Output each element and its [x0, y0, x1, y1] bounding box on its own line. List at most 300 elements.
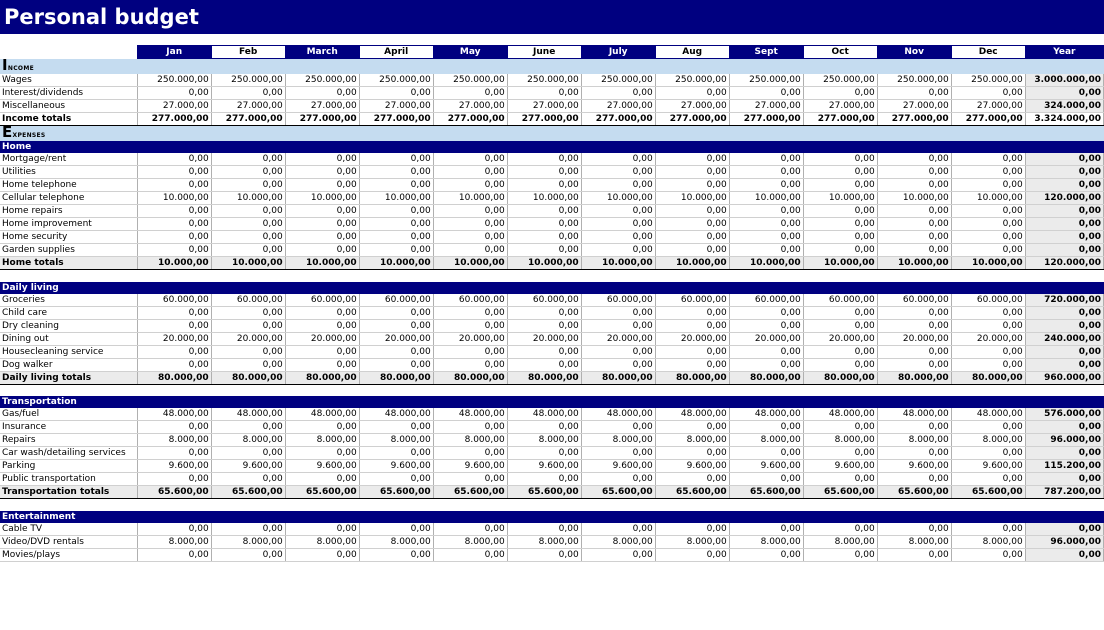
cell-jan[interactable]: 80.000,00: [137, 371, 211, 384]
cell-march[interactable]: 0,00: [285, 306, 359, 319]
cell-nov[interactable]: 80.000,00: [877, 371, 951, 384]
cell-sept[interactable]: 0,00: [729, 218, 803, 231]
cell-nov[interactable]: 0,00: [877, 473, 951, 486]
cell-aug[interactable]: 0,00: [655, 205, 729, 218]
row-label[interactable]: Insurance: [0, 421, 137, 434]
cell-aug[interactable]: 0,00: [655, 166, 729, 179]
cell-jan[interactable]: 0,00: [137, 205, 211, 218]
cell-year[interactable]: 0,00: [1025, 205, 1103, 218]
cell-feb[interactable]: 10.000,00: [211, 192, 285, 205]
row-label[interactable]: Child care: [0, 306, 137, 319]
cell-sept[interactable]: 0,00: [729, 523, 803, 536]
cell-april[interactable]: 60.000,00: [359, 294, 433, 307]
cell-aug[interactable]: 27.000,00: [655, 100, 729, 113]
cell-nov[interactable]: 0,00: [877, 153, 951, 166]
cell-feb[interactable]: 27.000,00: [211, 100, 285, 113]
cell-march[interactable]: 0,00: [285, 447, 359, 460]
cell-year[interactable]: 3.000.000,00: [1025, 74, 1103, 87]
cell-may[interactable]: 65.600,00: [433, 486, 507, 499]
row-label[interactable]: Dog walker: [0, 358, 137, 371]
row-label[interactable]: Groceries: [0, 294, 137, 307]
cell-jan[interactable]: 0,00: [137, 421, 211, 434]
cell-may[interactable]: 20.000,00: [433, 332, 507, 345]
cell-may[interactable]: 277.000,00: [433, 113, 507, 126]
cell-march[interactable]: 10.000,00: [285, 257, 359, 270]
cell-april[interactable]: 0,00: [359, 153, 433, 166]
cell-oct[interactable]: 0,00: [803, 179, 877, 192]
cell-may[interactable]: 0,00: [433, 244, 507, 257]
cell-march[interactable]: 60.000,00: [285, 294, 359, 307]
cell-nov[interactable]: 0,00: [877, 421, 951, 434]
row-label[interactable]: Miscellaneous: [0, 100, 137, 113]
cell-april[interactable]: 0,00: [359, 358, 433, 371]
cell-dec[interactable]: 8.000,00: [951, 535, 1025, 548]
cell-dec[interactable]: 0,00: [951, 231, 1025, 244]
cell-march[interactable]: 8.000,00: [285, 434, 359, 447]
cell-nov[interactable]: 10.000,00: [877, 192, 951, 205]
cell-march[interactable]: 0,00: [285, 153, 359, 166]
cell-april[interactable]: 250.000,00: [359, 74, 433, 87]
cell-year[interactable]: 0,00: [1025, 345, 1103, 358]
cell-aug[interactable]: 65.600,00: [655, 486, 729, 499]
cell-may[interactable]: 0,00: [433, 447, 507, 460]
cell-april[interactable]: 0,00: [359, 319, 433, 332]
cell-june[interactable]: 0,00: [507, 319, 581, 332]
cell-april[interactable]: 0,00: [359, 244, 433, 257]
row-label[interactable]: Daily living totals: [0, 371, 137, 384]
cell-july[interactable]: 0,00: [581, 421, 655, 434]
cell-feb[interactable]: 0,00: [211, 244, 285, 257]
cell-oct[interactable]: 60.000,00: [803, 294, 877, 307]
cell-july[interactable]: 0,00: [581, 87, 655, 100]
cell-april[interactable]: 0,00: [359, 345, 433, 358]
cell-june[interactable]: 0,00: [507, 548, 581, 561]
cell-may[interactable]: 0,00: [433, 153, 507, 166]
cell-april[interactable]: 0,00: [359, 306, 433, 319]
cell-june[interactable]: 20.000,00: [507, 332, 581, 345]
cell-march[interactable]: 0,00: [285, 87, 359, 100]
cell-jan[interactable]: 250.000,00: [137, 74, 211, 87]
row-label[interactable]: Parking: [0, 460, 137, 473]
cell-may[interactable]: 0,00: [433, 205, 507, 218]
cell-may[interactable]: 8.000,00: [433, 535, 507, 548]
cell-july[interactable]: 8.000,00: [581, 434, 655, 447]
cell-april[interactable]: 0,00: [359, 548, 433, 561]
cell-year[interactable]: 0,00: [1025, 244, 1103, 257]
row-label[interactable]: Transportation totals: [0, 486, 137, 499]
cell-jan[interactable]: 10.000,00: [137, 257, 211, 270]
cell-year[interactable]: 96.000,00: [1025, 434, 1103, 447]
cell-dec[interactable]: 0,00: [951, 179, 1025, 192]
cell-nov[interactable]: 0,00: [877, 358, 951, 371]
cell-oct[interactable]: 0,00: [803, 218, 877, 231]
cell-nov[interactable]: 0,00: [877, 179, 951, 192]
cell-sept[interactable]: 0,00: [729, 244, 803, 257]
row-label[interactable]: Movies/plays: [0, 548, 137, 561]
cell-oct[interactable]: 0,00: [803, 205, 877, 218]
cell-aug[interactable]: 0,00: [655, 179, 729, 192]
cell-july[interactable]: 0,00: [581, 358, 655, 371]
cell-year[interactable]: 0,00: [1025, 548, 1103, 561]
cell-july[interactable]: 250.000,00: [581, 74, 655, 87]
cell-dec[interactable]: 9.600,00: [951, 460, 1025, 473]
cell-sept[interactable]: 27.000,00: [729, 100, 803, 113]
row-label[interactable]: Housecleaning service: [0, 345, 137, 358]
cell-july[interactable]: 80.000,00: [581, 371, 655, 384]
cell-sept[interactable]: 0,00: [729, 319, 803, 332]
cell-june[interactable]: 27.000,00: [507, 100, 581, 113]
cell-may[interactable]: 10.000,00: [433, 192, 507, 205]
cell-nov[interactable]: 65.600,00: [877, 486, 951, 499]
cell-june[interactable]: 277.000,00: [507, 113, 581, 126]
cell-june[interactable]: 60.000,00: [507, 294, 581, 307]
cell-dec[interactable]: 0,00: [951, 166, 1025, 179]
cell-nov[interactable]: 0,00: [877, 447, 951, 460]
cell-march[interactable]: 0,00: [285, 358, 359, 371]
cell-sept[interactable]: 0,00: [729, 205, 803, 218]
cell-oct[interactable]: 0,00: [803, 523, 877, 536]
cell-jan[interactable]: 20.000,00: [137, 332, 211, 345]
cell-dec[interactable]: 277.000,00: [951, 113, 1025, 126]
cell-dec[interactable]: 0,00: [951, 153, 1025, 166]
cell-oct[interactable]: 65.600,00: [803, 486, 877, 499]
cell-dec[interactable]: 27.000,00: [951, 100, 1025, 113]
cell-feb[interactable]: 0,00: [211, 306, 285, 319]
cell-sept[interactable]: 250.000,00: [729, 74, 803, 87]
cell-year[interactable]: 0,00: [1025, 87, 1103, 100]
cell-jan[interactable]: 0,00: [137, 218, 211, 231]
cell-aug[interactable]: 250.000,00: [655, 74, 729, 87]
cell-jan[interactable]: 0,00: [137, 523, 211, 536]
cell-sept[interactable]: 48.000,00: [729, 408, 803, 421]
cell-march[interactable]: 250.000,00: [285, 74, 359, 87]
cell-april[interactable]: 10.000,00: [359, 192, 433, 205]
cell-april[interactable]: 0,00: [359, 421, 433, 434]
cell-dec[interactable]: 0,00: [951, 306, 1025, 319]
cell-year[interactable]: 0,00: [1025, 319, 1103, 332]
cell-nov[interactable]: 0,00: [877, 244, 951, 257]
cell-sept[interactable]: 0,00: [729, 153, 803, 166]
cell-july[interactable]: 65.600,00: [581, 486, 655, 499]
cell-nov[interactable]: 277.000,00: [877, 113, 951, 126]
cell-april[interactable]: 0,00: [359, 523, 433, 536]
cell-aug[interactable]: 10.000,00: [655, 257, 729, 270]
row-label[interactable]: Cellular telephone: [0, 192, 137, 205]
cell-dec[interactable]: 80.000,00: [951, 371, 1025, 384]
cell-july[interactable]: 0,00: [581, 179, 655, 192]
cell-june[interactable]: 0,00: [507, 87, 581, 100]
cell-aug[interactable]: 60.000,00: [655, 294, 729, 307]
cell-nov[interactable]: 20.000,00: [877, 332, 951, 345]
cell-year[interactable]: 720.000,00: [1025, 294, 1103, 307]
row-label[interactable]: Mortgage/rent: [0, 153, 137, 166]
cell-april[interactable]: 48.000,00: [359, 408, 433, 421]
cell-year[interactable]: 0,00: [1025, 421, 1103, 434]
cell-oct[interactable]: 0,00: [803, 345, 877, 358]
cell-july[interactable]: 60.000,00: [581, 294, 655, 307]
cell-july[interactable]: 0,00: [581, 218, 655, 231]
row-label[interactable]: Dry cleaning: [0, 319, 137, 332]
row-label[interactable]: Car wash/detailing services: [0, 447, 137, 460]
cell-jan[interactable]: 0,00: [137, 473, 211, 486]
cell-feb[interactable]: 250.000,00: [211, 74, 285, 87]
cell-year[interactable]: 576.000,00: [1025, 408, 1103, 421]
cell-sept[interactable]: 0,00: [729, 179, 803, 192]
cell-oct[interactable]: 80.000,00: [803, 371, 877, 384]
month-header-april[interactable]: April: [359, 46, 433, 59]
cell-oct[interactable]: 0,00: [803, 447, 877, 460]
cell-march[interactable]: 0,00: [285, 231, 359, 244]
cell-feb[interactable]: 0,00: [211, 231, 285, 244]
cell-aug[interactable]: 0,00: [655, 218, 729, 231]
cell-dec[interactable]: 0,00: [951, 548, 1025, 561]
cell-july[interactable]: 0,00: [581, 473, 655, 486]
cell-june[interactable]: 10.000,00: [507, 192, 581, 205]
cell-march[interactable]: 0,00: [285, 345, 359, 358]
cell-june[interactable]: 8.000,00: [507, 434, 581, 447]
row-label[interactable]: Gas/fuel: [0, 408, 137, 421]
cell-jan[interactable]: 8.000,00: [137, 535, 211, 548]
cell-nov[interactable]: 0,00: [877, 319, 951, 332]
cell-feb[interactable]: 10.000,00: [211, 257, 285, 270]
cell-sept[interactable]: 0,00: [729, 87, 803, 100]
month-header-sept[interactable]: Sept: [729, 46, 803, 59]
row-label[interactable]: Wages: [0, 74, 137, 87]
cell-sept[interactable]: 0,00: [729, 421, 803, 434]
cell-feb[interactable]: 0,00: [211, 153, 285, 166]
cell-sept[interactable]: 0,00: [729, 473, 803, 486]
cell-march[interactable]: 27.000,00: [285, 100, 359, 113]
cell-jan[interactable]: 0,00: [137, 319, 211, 332]
cell-year[interactable]: 240.000,00: [1025, 332, 1103, 345]
cell-may[interactable]: 0,00: [433, 523, 507, 536]
cell-aug[interactable]: 0,00: [655, 319, 729, 332]
cell-aug[interactable]: 0,00: [655, 153, 729, 166]
cell-may[interactable]: 0,00: [433, 319, 507, 332]
cell-year[interactable]: 0,00: [1025, 306, 1103, 319]
cell-july[interactable]: 0,00: [581, 447, 655, 460]
cell-dec[interactable]: 250.000,00: [951, 74, 1025, 87]
cell-jan[interactable]: 10.000,00: [137, 192, 211, 205]
month-header-dec[interactable]: Dec: [951, 46, 1025, 59]
row-label[interactable]: Income totals: [0, 113, 137, 126]
cell-jan[interactable]: 0,00: [137, 306, 211, 319]
cell-sept[interactable]: 8.000,00: [729, 535, 803, 548]
cell-jan[interactable]: 48.000,00: [137, 408, 211, 421]
cell-april[interactable]: 8.000,00: [359, 434, 433, 447]
cell-aug[interactable]: 80.000,00: [655, 371, 729, 384]
row-label[interactable]: Repairs: [0, 434, 137, 447]
row-label[interactable]: Video/DVD rentals: [0, 535, 137, 548]
month-header-aug[interactable]: Aug: [655, 46, 729, 59]
cell-aug[interactable]: 0,00: [655, 358, 729, 371]
cell-year[interactable]: 96.000,00: [1025, 535, 1103, 548]
cell-feb[interactable]: 60.000,00: [211, 294, 285, 307]
cell-feb[interactable]: 65.600,00: [211, 486, 285, 499]
cell-feb[interactable]: 0,00: [211, 87, 285, 100]
month-header-june[interactable]: June: [507, 46, 581, 59]
cell-nov[interactable]: 0,00: [877, 231, 951, 244]
cell-dec[interactable]: 8.000,00: [951, 434, 1025, 447]
cell-oct[interactable]: 0,00: [803, 153, 877, 166]
cell-sept[interactable]: 277.000,00: [729, 113, 803, 126]
cell-year[interactable]: 0,00: [1025, 231, 1103, 244]
cell-feb[interactable]: 0,00: [211, 319, 285, 332]
month-header-july[interactable]: July: [581, 46, 655, 59]
month-header-oct[interactable]: Oct: [803, 46, 877, 59]
cell-dec[interactable]: 0,00: [951, 319, 1025, 332]
cell-oct[interactable]: 27.000,00: [803, 100, 877, 113]
row-label[interactable]: Dining out: [0, 332, 137, 345]
cell-jan[interactable]: 0,00: [137, 447, 211, 460]
cell-aug[interactable]: 0,00: [655, 523, 729, 536]
cell-march[interactable]: 0,00: [285, 319, 359, 332]
cell-june[interactable]: 0,00: [507, 523, 581, 536]
cell-aug[interactable]: 10.000,00: [655, 192, 729, 205]
cell-may[interactable]: 10.000,00: [433, 257, 507, 270]
cell-dec[interactable]: 0,00: [951, 447, 1025, 460]
cell-dec[interactable]: 0,00: [951, 87, 1025, 100]
cell-may[interactable]: 0,00: [433, 473, 507, 486]
cell-year[interactable]: 0,00: [1025, 473, 1103, 486]
cell-july[interactable]: 0,00: [581, 523, 655, 536]
cell-nov[interactable]: 250.000,00: [877, 74, 951, 87]
cell-feb[interactable]: 9.600,00: [211, 460, 285, 473]
cell-may[interactable]: 0,00: [433, 345, 507, 358]
cell-nov[interactable]: 9.600,00: [877, 460, 951, 473]
cell-march[interactable]: 277.000,00: [285, 113, 359, 126]
cell-july[interactable]: 0,00: [581, 231, 655, 244]
cell-jan[interactable]: 0,00: [137, 87, 211, 100]
cell-march[interactable]: 0,00: [285, 218, 359, 231]
cell-june[interactable]: 0,00: [507, 421, 581, 434]
cell-july[interactable]: 10.000,00: [581, 257, 655, 270]
cell-jan[interactable]: 0,00: [137, 231, 211, 244]
cell-may[interactable]: 60.000,00: [433, 294, 507, 307]
row-label[interactable]: Home security: [0, 231, 137, 244]
cell-april[interactable]: 9.600,00: [359, 460, 433, 473]
cell-feb[interactable]: 0,00: [211, 179, 285, 192]
cell-july[interactable]: 0,00: [581, 244, 655, 257]
cell-dec[interactable]: 10.000,00: [951, 192, 1025, 205]
cell-feb[interactable]: 0,00: [211, 345, 285, 358]
cell-april[interactable]: 65.600,00: [359, 486, 433, 499]
cell-dec[interactable]: 65.600,00: [951, 486, 1025, 499]
cell-march[interactable]: 20.000,00: [285, 332, 359, 345]
cell-aug[interactable]: 0,00: [655, 244, 729, 257]
cell-july[interactable]: 0,00: [581, 306, 655, 319]
cell-march[interactable]: 65.600,00: [285, 486, 359, 499]
cell-july[interactable]: 0,00: [581, 166, 655, 179]
cell-may[interactable]: 0,00: [433, 548, 507, 561]
cell-oct[interactable]: 0,00: [803, 473, 877, 486]
cell-april[interactable]: 0,00: [359, 473, 433, 486]
cell-nov[interactable]: 0,00: [877, 345, 951, 358]
cell-may[interactable]: 8.000,00: [433, 434, 507, 447]
cell-aug[interactable]: 9.600,00: [655, 460, 729, 473]
cell-sept[interactable]: 0,00: [729, 447, 803, 460]
cell-year[interactable]: 115.200,00: [1025, 460, 1103, 473]
cell-aug[interactable]: 48.000,00: [655, 408, 729, 421]
cell-jan[interactable]: 8.000,00: [137, 434, 211, 447]
cell-july[interactable]: 27.000,00: [581, 100, 655, 113]
cell-year[interactable]: 960.000,00: [1025, 371, 1103, 384]
cell-dec[interactable]: 0,00: [951, 523, 1025, 536]
cell-march[interactable]: 80.000,00: [285, 371, 359, 384]
cell-april[interactable]: 0,00: [359, 447, 433, 460]
cell-nov[interactable]: 10.000,00: [877, 257, 951, 270]
cell-dec[interactable]: 0,00: [951, 345, 1025, 358]
cell-march[interactable]: 0,00: [285, 523, 359, 536]
cell-oct[interactable]: 0,00: [803, 319, 877, 332]
cell-july[interactable]: 9.600,00: [581, 460, 655, 473]
row-label[interactable]: Home repairs: [0, 205, 137, 218]
cell-sept[interactable]: 65.600,00: [729, 486, 803, 499]
cell-july[interactable]: 20.000,00: [581, 332, 655, 345]
cell-feb[interactable]: 0,00: [211, 421, 285, 434]
cell-oct[interactable]: 250.000,00: [803, 74, 877, 87]
cell-year[interactable]: 0,00: [1025, 523, 1103, 536]
cell-year[interactable]: 0,00: [1025, 179, 1103, 192]
cell-year[interactable]: 0,00: [1025, 166, 1103, 179]
cell-sept[interactable]: 0,00: [729, 166, 803, 179]
cell-may[interactable]: 48.000,00: [433, 408, 507, 421]
cell-june[interactable]: 8.000,00: [507, 535, 581, 548]
cell-dec[interactable]: 60.000,00: [951, 294, 1025, 307]
cell-feb[interactable]: 0,00: [211, 166, 285, 179]
cell-year[interactable]: 120.000,00: [1025, 192, 1103, 205]
cell-feb[interactable]: 0,00: [211, 205, 285, 218]
cell-march[interactable]: 9.600,00: [285, 460, 359, 473]
cell-june[interactable]: 0,00: [507, 345, 581, 358]
cell-may[interactable]: 0,00: [433, 166, 507, 179]
cell-july[interactable]: 0,00: [581, 548, 655, 561]
cell-aug[interactable]: 0,00: [655, 548, 729, 561]
cell-oct[interactable]: 0,00: [803, 306, 877, 319]
cell-jan[interactable]: 0,00: [137, 166, 211, 179]
year-header[interactable]: Year: [1025, 46, 1103, 59]
cell-dec[interactable]: 0,00: [951, 244, 1025, 257]
cell-dec[interactable]: 0,00: [951, 218, 1025, 231]
cell-oct[interactable]: 0,00: [803, 421, 877, 434]
row-label[interactable]: Interest/dividends: [0, 87, 137, 100]
cell-june[interactable]: 0,00: [507, 231, 581, 244]
cell-nov[interactable]: 0,00: [877, 205, 951, 218]
cell-july[interactable]: 277.000,00: [581, 113, 655, 126]
cell-jan[interactable]: 0,00: [137, 153, 211, 166]
cell-dec[interactable]: 0,00: [951, 473, 1025, 486]
cell-feb[interactable]: 0,00: [211, 218, 285, 231]
cell-sept[interactable]: 0,00: [729, 306, 803, 319]
cell-jan[interactable]: 9.600,00: [137, 460, 211, 473]
cell-april[interactable]: 80.000,00: [359, 371, 433, 384]
cell-jan[interactable]: 0,00: [137, 345, 211, 358]
cell-feb[interactable]: 0,00: [211, 447, 285, 460]
cell-june[interactable]: 0,00: [507, 306, 581, 319]
cell-feb[interactable]: 48.000,00: [211, 408, 285, 421]
cell-oct[interactable]: 9.600,00: [803, 460, 877, 473]
cell-oct[interactable]: 8.000,00: [803, 434, 877, 447]
cell-jan[interactable]: 0,00: [137, 244, 211, 257]
cell-year[interactable]: 120.000,00: [1025, 257, 1103, 270]
cell-april[interactable]: 0,00: [359, 218, 433, 231]
cell-oct[interactable]: 0,00: [803, 166, 877, 179]
cell-oct[interactable]: 0,00: [803, 244, 877, 257]
cell-march[interactable]: 0,00: [285, 548, 359, 561]
cell-may[interactable]: 0,00: [433, 87, 507, 100]
cell-jan[interactable]: 277.000,00: [137, 113, 211, 126]
cell-nov[interactable]: 8.000,00: [877, 434, 951, 447]
